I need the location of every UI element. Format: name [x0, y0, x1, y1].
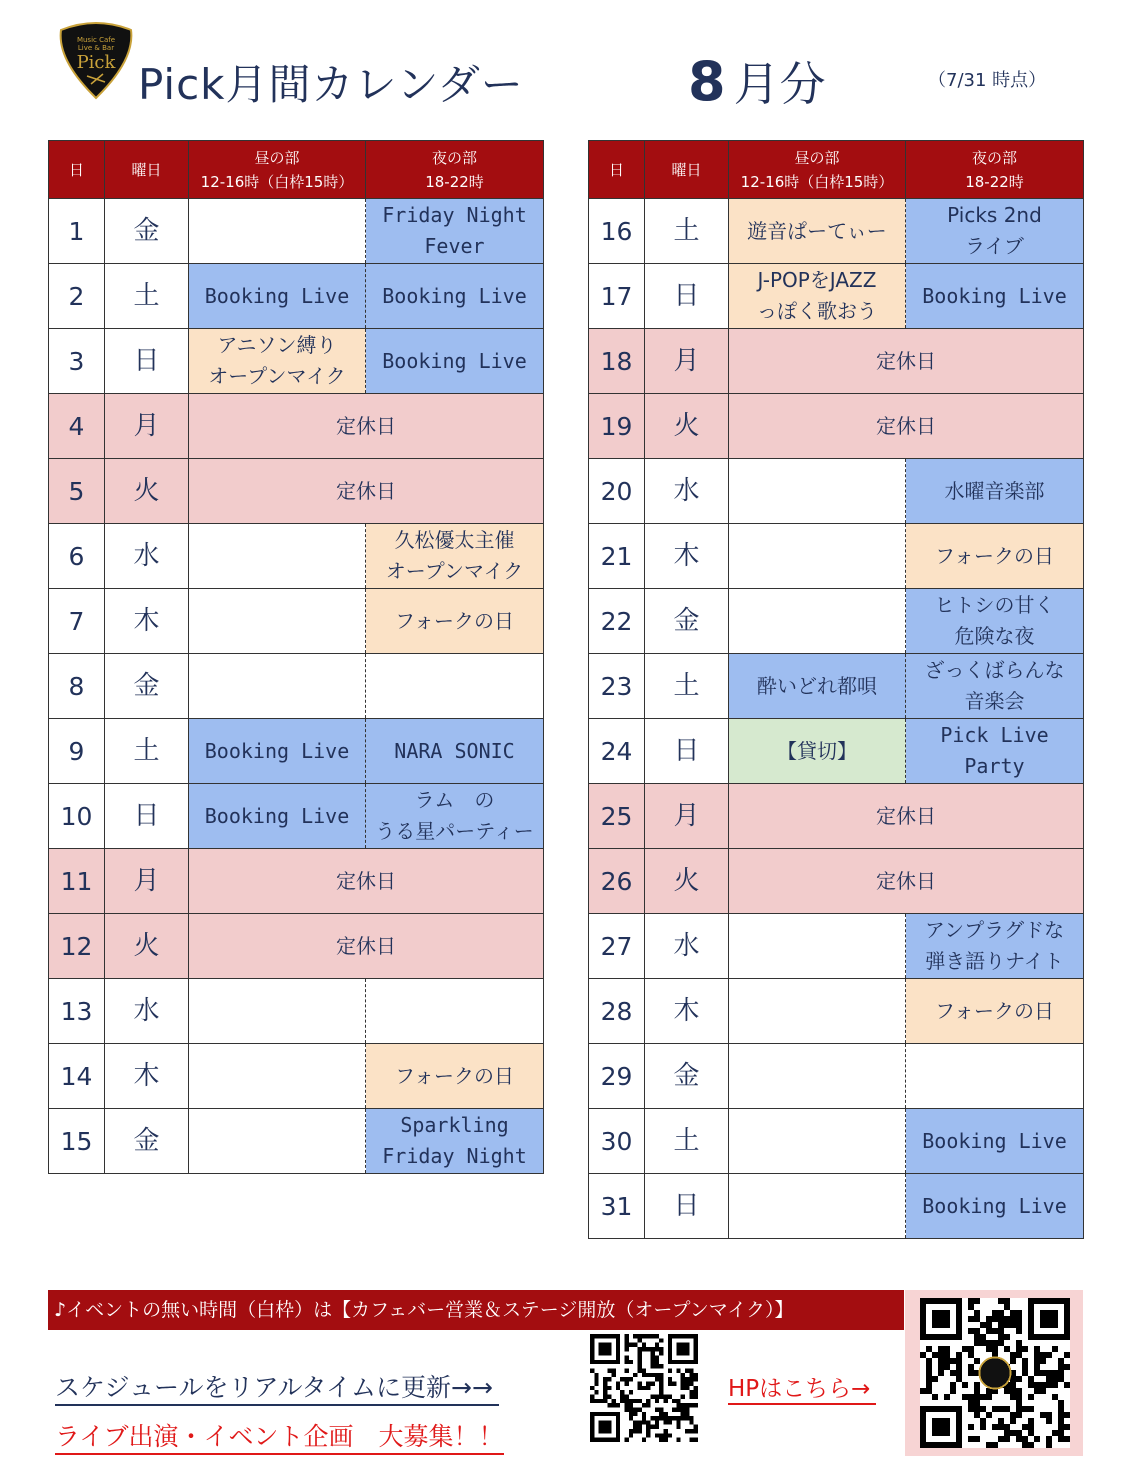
weekday: 金 — [105, 1109, 189, 1174]
day-number: 16 — [589, 199, 645, 264]
header-noon-hours: 12-16時（白枠15時） — [740, 172, 894, 191]
table-row — [49, 264, 544, 329]
weekday: 月 — [105, 849, 189, 914]
noon-event — [189, 589, 366, 654]
noon-event: Booking Live — [189, 784, 366, 849]
table-row — [589, 394, 1084, 459]
night-event — [366, 654, 544, 719]
night-event: フォークの日 — [366, 589, 544, 654]
day-number: 9 — [49, 719, 105, 784]
table-row — [589, 654, 1084, 719]
weekday: 金 — [645, 1044, 729, 1109]
header-night — [906, 141, 1084, 199]
noon-event — [189, 524, 366, 589]
weekday: 月 — [645, 784, 729, 849]
night-event: ヒトシの甘く 危険な夜 — [906, 589, 1084, 654]
weekday: 月 — [105, 394, 189, 459]
header-night — [366, 141, 544, 199]
day-number: 30 — [589, 1109, 645, 1174]
closed-day-cell: 定休日 — [189, 849, 544, 914]
day-number: 29 — [589, 1044, 645, 1109]
night-event: Booking Live — [906, 264, 1084, 329]
closed-day-cell: 定休日 — [189, 459, 544, 524]
header-night-hours: 18-22時 — [965, 172, 1024, 191]
night-event — [906, 1044, 1084, 1109]
night-event: Booking Live — [906, 1109, 1084, 1174]
calendar-body-left — [49, 199, 544, 1174]
calendar-body-right — [589, 199, 1084, 1239]
header-weekday: 曜日 — [105, 141, 189, 199]
day-number: 21 — [589, 524, 645, 589]
closed-day-cell: 定休日 — [729, 394, 1084, 459]
night-event: NARA SONIC — [366, 719, 544, 784]
table-row — [589, 524, 1084, 589]
weekday: 水 — [645, 459, 729, 524]
day-number: 28 — [589, 979, 645, 1044]
day-number: 8 — [49, 654, 105, 719]
night-event: フォークの日 — [366, 1044, 544, 1109]
table-header-row — [49, 141, 544, 199]
table-row — [589, 589, 1084, 654]
header-noon — [189, 141, 366, 199]
hp-link[interactable]: HPはこちら→ — [728, 1370, 876, 1405]
weekday: 月 — [645, 329, 729, 394]
table-row — [589, 459, 1084, 524]
day-number: 13 — [49, 979, 105, 1044]
header-noon — [729, 141, 906, 199]
info-banner: ♪イベントの無い時間（白枠）は【カフェバー営業＆ステージ開放（オープンマイク）】 — [48, 1290, 904, 1330]
day-number: 5 — [49, 459, 105, 524]
noon-event: Booking Live — [189, 264, 366, 329]
header-night-title: 夜の部 — [431, 148, 477, 167]
day-number: 26 — [589, 849, 645, 914]
day-number: 14 — [49, 1044, 105, 1109]
noon-event — [189, 199, 366, 264]
header-night-hours: 18-22時 — [425, 172, 484, 191]
day-number: 12 — [49, 914, 105, 979]
table-header-row — [589, 141, 1084, 199]
as-of-date: （7/31 時点） — [928, 70, 1047, 91]
weekday: 水 — [105, 524, 189, 589]
night-event: アンプラグドな 弾き語りナイト — [906, 914, 1084, 979]
night-event: Sparkling Friday Night — [366, 1109, 544, 1174]
table-row — [589, 264, 1084, 329]
noon-event: 遊音ぱーてぃー — [729, 199, 906, 264]
header-night-title: 夜の部 — [971, 148, 1017, 167]
closed-day-cell: 定休日 — [729, 784, 1084, 849]
noon-event — [729, 589, 906, 654]
closed-day-cell: 定休日 — [729, 849, 1084, 914]
header-noon-title: 昼の部 — [794, 148, 840, 167]
header-noon-hours: 12-16時（白枠15時） — [200, 172, 354, 191]
weekday: 土 — [645, 654, 729, 719]
logo-text-1: Music Cafe — [76, 36, 116, 44]
weekday: 水 — [105, 979, 189, 1044]
night-event: 久松優太主催 オープンマイク — [366, 524, 544, 589]
noon-event: 【貸切】 — [729, 719, 906, 784]
noon-event — [729, 979, 906, 1044]
recruit-text: ライブ出演・イベント企画 大募集！！ — [55, 1417, 504, 1455]
table-row — [589, 784, 1084, 849]
weekday: 土 — [645, 199, 729, 264]
weekday: 日 — [105, 329, 189, 394]
header-day: 日 — [589, 141, 645, 199]
weekday: 日 — [645, 719, 729, 784]
header-weekday: 曜日 — [645, 141, 729, 199]
noon-event — [729, 459, 906, 524]
logo-text-3: Pick — [76, 52, 116, 73]
table-row — [49, 459, 544, 524]
day-number: 23 — [589, 654, 645, 719]
noon-event: 酔いどれ都唄 — [729, 654, 906, 719]
table-row — [49, 199, 544, 264]
month-number: 8 — [688, 50, 726, 113]
day-number: 27 — [589, 914, 645, 979]
day-number: 20 — [589, 459, 645, 524]
day-number: 4 — [49, 394, 105, 459]
night-event: ざっくばらんな 音楽会 — [906, 654, 1084, 719]
night-event: Pick Live Party — [906, 719, 1084, 784]
month-label — [688, 48, 826, 114]
night-event: フォークの日 — [906, 979, 1084, 1044]
weekday: 金 — [105, 654, 189, 719]
closed-day-cell: 定休日 — [729, 329, 1084, 394]
noon-event — [189, 979, 366, 1044]
pick-logo — [57, 20, 135, 100]
table-row — [49, 329, 544, 394]
weekday: 木 — [645, 524, 729, 589]
night-event: フォークの日 — [906, 524, 1084, 589]
noon-event: Booking Live — [189, 719, 366, 784]
table-row — [49, 654, 544, 719]
weekday: 金 — [645, 589, 729, 654]
closed-day-cell: 定休日 — [189, 394, 544, 459]
table-row — [49, 1109, 544, 1174]
closed-day-cell: 定休日 — [189, 914, 544, 979]
noon-event — [189, 1109, 366, 1174]
night-event — [366, 979, 544, 1044]
day-number: 6 — [49, 524, 105, 589]
weekday: 日 — [645, 1174, 729, 1239]
schedule-qr-code[interactable] — [590, 1334, 698, 1442]
header-noon-title: 昼の部 — [254, 148, 300, 167]
table-row — [589, 979, 1084, 1044]
weekday: 火 — [105, 459, 189, 524]
night-event: 水曜音楽部 — [906, 459, 1084, 524]
day-number: 10 — [49, 784, 105, 849]
noon-event — [729, 914, 906, 979]
noon-event — [729, 1109, 906, 1174]
weekday: 火 — [105, 914, 189, 979]
weekday: 土 — [105, 264, 189, 329]
night-event: Booking Live — [906, 1174, 1084, 1239]
day-number: 25 — [589, 784, 645, 849]
weekday: 木 — [105, 1044, 189, 1109]
day-number: 19 — [589, 394, 645, 459]
weekday: 日 — [105, 784, 189, 849]
table-row — [49, 849, 544, 914]
day-number: 17 — [589, 264, 645, 329]
table-row — [49, 589, 544, 654]
table-row — [589, 849, 1084, 914]
noon-event — [189, 1044, 366, 1109]
table-row — [49, 524, 544, 589]
table-row — [49, 784, 544, 849]
day-number: 15 — [49, 1109, 105, 1174]
logo-text-2: Live & Bar — [77, 44, 115, 52]
weekday: 水 — [645, 914, 729, 979]
weekday: 木 — [645, 979, 729, 1044]
night-event: Booking Live — [366, 264, 544, 329]
day-number: 2 — [49, 264, 105, 329]
page-title: Pick月間カレンダー — [138, 60, 524, 109]
weekday: 木 — [105, 589, 189, 654]
noon-event: J-POPをJAZZ っぽく歌おう — [729, 264, 906, 329]
table-row — [589, 719, 1084, 784]
weekday: 土 — [645, 1109, 729, 1174]
calendar-table-right — [588, 140, 1084, 1239]
hp-qr-code[interactable] — [916, 1298, 1074, 1448]
day-number: 11 — [49, 849, 105, 914]
noon-event — [189, 654, 366, 719]
day-number: 7 — [49, 589, 105, 654]
noon-event — [729, 1044, 906, 1109]
table-row — [589, 1109, 1084, 1174]
table-row — [589, 1044, 1084, 1109]
day-number: 24 — [589, 719, 645, 784]
day-number: 3 — [49, 329, 105, 394]
table-row — [49, 979, 544, 1044]
table-row — [49, 719, 544, 784]
header-day: 日 — [49, 141, 105, 199]
weekday: 火 — [645, 849, 729, 914]
schedule-link[interactable]: スケジュールをリアルタイムに更新→→ — [55, 1368, 499, 1406]
noon-event — [729, 524, 906, 589]
night-event: Picks 2nd ライブ — [906, 199, 1084, 264]
night-event: ラム の うる星パーティー — [366, 784, 544, 849]
weekday: 土 — [105, 719, 189, 784]
table-row — [589, 914, 1084, 979]
weekday: 日 — [645, 264, 729, 329]
night-event: Booking Live — [366, 329, 544, 394]
weekday: 火 — [645, 394, 729, 459]
day-number: 31 — [589, 1174, 645, 1239]
table-row — [49, 914, 544, 979]
noon-event — [729, 1174, 906, 1239]
noon-event: アニソン縛り オープンマイク — [189, 329, 366, 394]
calendar-table-left — [48, 140, 544, 1174]
table-row — [589, 199, 1084, 264]
table-row — [49, 1044, 544, 1109]
night-event: Friday Night Fever — [366, 199, 544, 264]
table-row — [49, 394, 544, 459]
weekday: 金 — [105, 199, 189, 264]
day-number: 18 — [589, 329, 645, 394]
day-number: 1 — [49, 199, 105, 264]
month-suffix: 月分 — [733, 57, 826, 111]
day-number: 22 — [589, 589, 645, 654]
table-row — [589, 1174, 1084, 1239]
table-row — [589, 329, 1084, 394]
